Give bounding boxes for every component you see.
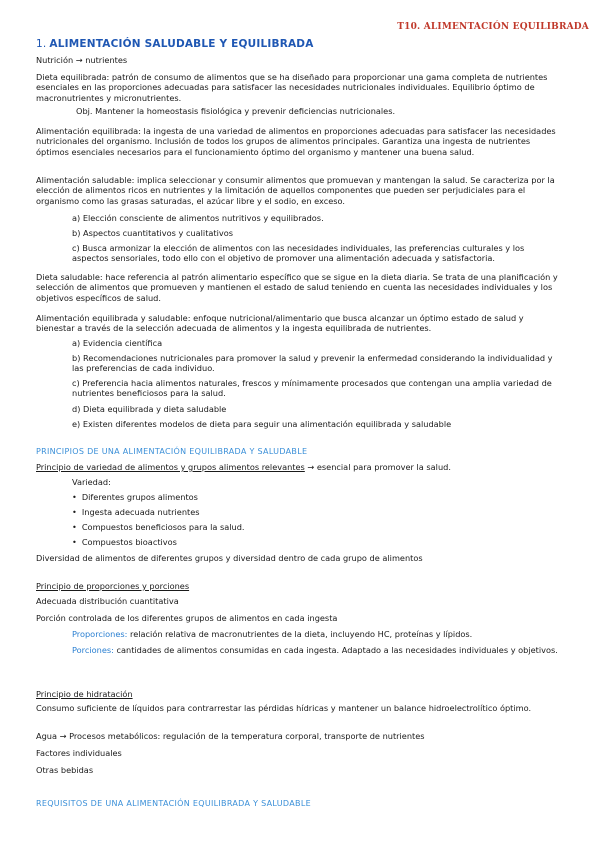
alimentacion-equilibrada-paragraph: Alimentación equilibrada: la ingesta de una variedad de alimentos en proporciones adecuadas para satisfacer las necesidades nutricionales del organismo. Inclusión de todos los grupos de alimentos principales. Garantiza una ingesta de nutrientes óptimos esenciales necesarios para el funcionamiento óptimo del organismo y mantener una buena salud. [36,126,556,157]
proporciones-text: relación relativa de macronutrientes de la dieta, incluyendo HC, proteínas y lípidos. [127,629,473,639]
section-number: 1. [36,38,47,50]
bullet-item: • Compuestos bioactivos [72,537,177,547]
dieta-equilibrada-paragraph: Dieta equilibrada: patrón de consumo de alimentos que se ha diseñado para proporcionar una gama completa de nutrientes esenciales en las proporciones adecuadas para satisfacer las necesidades nutricionales individuales. Equilibrio óptimo de macronutrientes y micronutrientes. [36,72,548,103]
objetivo-line: Obj. Mantener la homeostasis fisiológica y prevenir deficiencias nutricionales. [76,106,396,116]
consumo-line: Consumo suficiente de líquidos para contrarrestar las pérdidas hídricas y mantener un balance hidroelectrolítico óptimo. [36,703,532,713]
alimentacion-saludable-paragraph: Alimentación saludable: implica seleccionar y consumir alimentos que promuevan y mantengan la salud. Se caracteriza por la elección de alimentos ricos en nutrientes y la limitación de aquellos componentes que pueden ser perjudiciales para el organismo como las grasas saturadas, el azúcar libre y el sodio, en exceso. [36,175,555,206]
list-item: c) Preferencia hacia alimentos naturales, frescos y mínimamente procesados que contengan una amplia variedad de nutrientes beneficiosos para la salud. [72,378,552,399]
dieta-saludable-paragraph: Dieta saludable: hace referencia al patrón alimentario específico que se sigue en la dieta diaria. Se trata de una planificación y selección de alimentos que promueven y mantienen el estado de salud teniendo en cuenta las necesidades individuales y los objetivos específicos de salud. [36,272,558,303]
principio-variedad-line [36,462,560,472]
porcion-line: Porción controlada de los diferentes grupos de alimentos en cada ingesta [36,613,338,623]
porciones-line [72,645,560,655]
proporciones-label: Proporciones: [72,629,128,639]
list-item: b) Recomendaciones nutricionales para promover la salud y prevenir la enfermedad considerando la individualidad y las preferencias de cada individuo. [72,353,553,374]
principio-variedad-tail: → esencial para promover la salud. [304,462,451,472]
list-item: a) Elección consciente de alimentos nutritivos y equilibrados. [72,213,324,223]
variedad-label: Variedad: [72,477,111,487]
document-header-title: T10. ALIMENTACIÓN EQUILIBRADA [397,22,589,32]
list-item: a) Evidencia científica [72,338,163,348]
nutricion-line: Nutrición → nutrientes [36,55,128,65]
porciones-text: cantidades de alimentos consumidas en cada ingesta. Adaptado a las necesidades individuales y objetivos. [113,645,558,655]
bullet-item: • Ingesta adecuada nutrientes [72,507,200,517]
porciones-label: Porciones: [72,645,114,655]
agua-line: Agua → Procesos metabólicos: regulación de la temperatura corporal, transporte de nutrientes [36,731,425,741]
principio-proporciones-title: Principio de proporciones y porciones [36,581,190,591]
section-heading [36,38,314,50]
otras-bebidas-line: Otras bebidas [36,765,94,775]
principio-hidratacion-title: Principio de hidratación [36,689,133,699]
proporciones-line [72,629,560,639]
requisitos-heading: REQUISITOS DE UNA ALIMENTACIÓN EQUILIBRADA Y SALUDABLE [36,799,311,808]
adecuada-line: Adecuada distribución cuantitativa [36,596,179,606]
principios-heading: PRINCIPIOS DE UNA ALIMENTACIÓN EQUILIBRADA Y SALUDABLE [36,447,308,456]
list-item: c) Busca armonizar la elección de alimentos con las necesidades individuales, las preferencias culturales y los aspectos sensoriales, todo ello con el objetivo de promover una alimentación adecuada y satisfactoria. [72,243,525,264]
bullet-item: • Diferentes grupos alimentos [72,492,198,502]
list-item: d) Dieta equilibrada y dieta saludable [72,404,227,414]
list-item: e) Existen diferentes modelos de dieta para seguir una alimentación equilibrada y saludable [72,419,452,429]
diversidad-line: Diversidad de alimentos de diferentes grupos y diversidad dentro de cada grupo de alimentos [36,553,423,563]
bullet-item: • Compuestos beneficiosos para la salud. [72,522,245,532]
principio-variedad-title: Principio de variedad de alimentos y grupos alimentos relevantes [36,462,305,472]
section-title: ALIMENTACIÓN SALUDABLE Y EQUILIBRADA [49,38,314,50]
factores-line: Factores individuales [36,748,122,758]
alimentacion-equilibrada-saludable-paragraph: Alimentación equilibrada y saludable: enfoque nutricional/alimentario que busca alcanzar un óptimo estado de salud y bienestar a través de la selección adecuada de alimentos y la ingesta equilibrada de nutrientes. [36,313,524,334]
list-item: b) Aspectos cuantitativos y cualitativos [72,228,234,238]
